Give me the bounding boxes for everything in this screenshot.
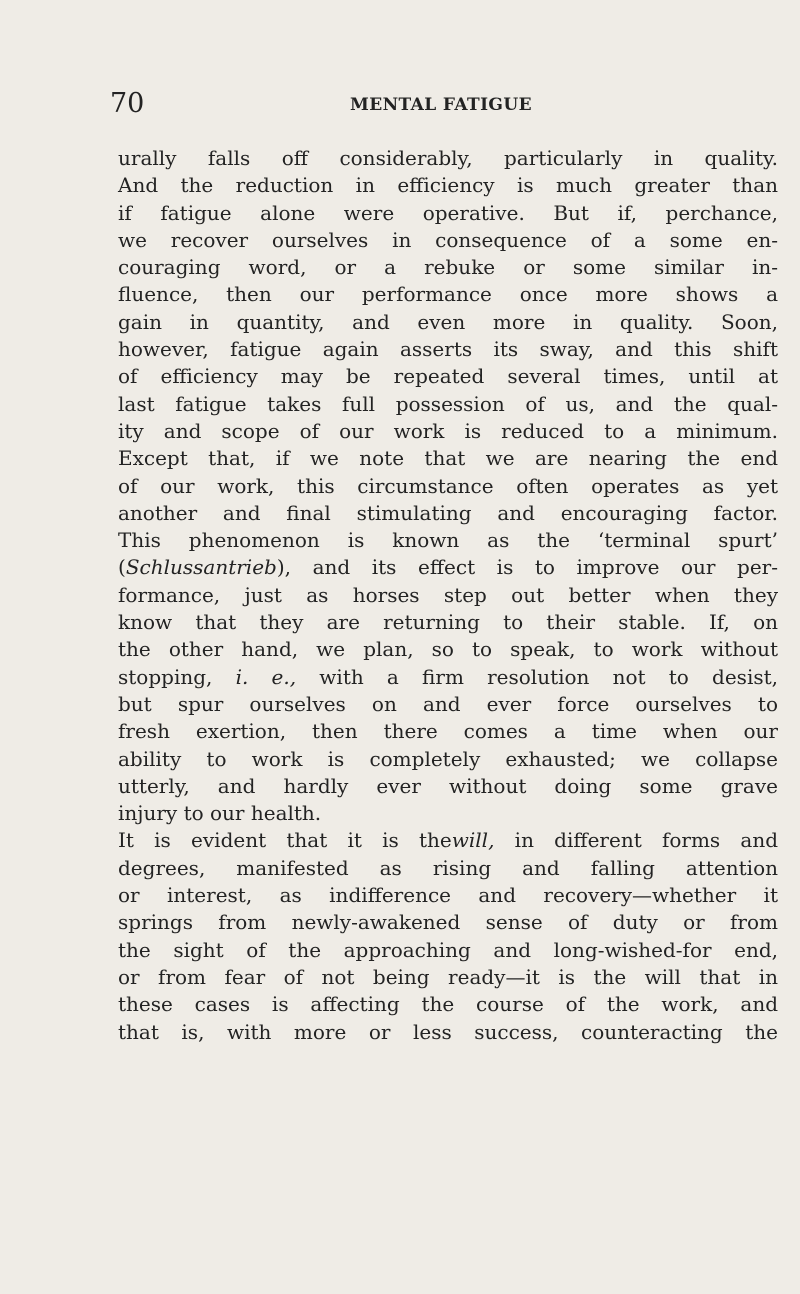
text-line: the other hand, we plan, so to speak, to work without <box>118 637 778 662</box>
text-line: Except that, if we note that we are nearing the end <box>118 446 778 471</box>
text-segment: with a firm resolution not to desist, <box>319 664 779 689</box>
text-line: urally falls off considerably, particularly in quality. <box>118 146 778 170</box>
text-line: couraging word, or a rebuke or some similar in- <box>118 255 778 280</box>
text-line <box>118 664 778 691</box>
text-segment: in different forms and <box>514 828 779 853</box>
text-line: these cases is affecting the course of the work, and <box>118 992 778 1017</box>
body-text <box>118 145 778 1046</box>
text-line: fluence, then our performance once more shows a <box>118 282 778 307</box>
running-head: MENTAL FATIGUE <box>350 95 532 115</box>
text-line: or from fear of not being ready—it is the will that in <box>118 964 778 989</box>
text-line: springs from newly-awakened sense of duty or from <box>118 910 778 935</box>
italic-term: will, <box>451 828 495 853</box>
text-line: last fatigue takes full possession of us, and the qual- <box>118 391 778 416</box>
text-line: know that they are returning to their stable. If, on <box>118 610 778 635</box>
text-line: degrees, manifested as rising and falling attention <box>118 855 778 880</box>
italic-abbrev: i. e., <box>235 664 297 689</box>
text-line: however, fatigue again asserts its sway, and this shift <box>118 337 778 362</box>
text-segment: stopping, <box>118 664 213 689</box>
text-line: that is, with more or less success, counteracting the <box>118 1019 778 1044</box>
italic-term: Schlussantrieb <box>125 555 277 580</box>
text-line: And the reduction in efficiency is much greater than <box>118 173 778 198</box>
text-line: of our work, this circumstance often operates as yet <box>118 473 778 498</box>
text-segment: ), and its effect is to improve our per- <box>276 555 778 580</box>
page-header <box>0 0 800 140</box>
text-line: but spur ourselves on and ever force ourselves to <box>118 691 778 716</box>
text-line: of efficiency may be repeated several times, until at <box>118 364 778 389</box>
text-line: utterly, and hardly ever without doing some grave <box>118 773 778 798</box>
text-line <box>118 827 778 854</box>
text-line: ability to work is completely exhausted; we collapse <box>118 746 778 771</box>
text-line: the sight of the approaching and long-wished-for end, <box>118 937 778 962</box>
text-line: ity and scope of our work is reduced to a minimum. <box>118 418 778 443</box>
text-line: we recover ourselves in consequence of a some en- <box>118 227 778 252</box>
text-line: gain in quantity, and even more in quality. Soon, <box>118 309 778 334</box>
text-line: fresh exertion, then there comes a time when our <box>118 719 778 744</box>
text-line: This phenomenon is known as the ‘terminal spurt’ <box>118 528 778 553</box>
paren-open: ( <box>118 555 126 580</box>
page-number: 70 <box>110 88 145 119</box>
text-segment: It is evident that it is the <box>118 828 452 853</box>
text-line <box>118 554 778 581</box>
text-line: another and final stimulating and encouraging factor. <box>118 500 778 525</box>
text-line: injury to our health. <box>118 801 322 826</box>
text-line: if fatigue alone were operative. But if, perchance, <box>118 200 778 225</box>
text-line: formance, just as horses step out better when they <box>118 582 778 607</box>
text-line: or interest, as indifference and recovery—whether it <box>118 883 778 908</box>
